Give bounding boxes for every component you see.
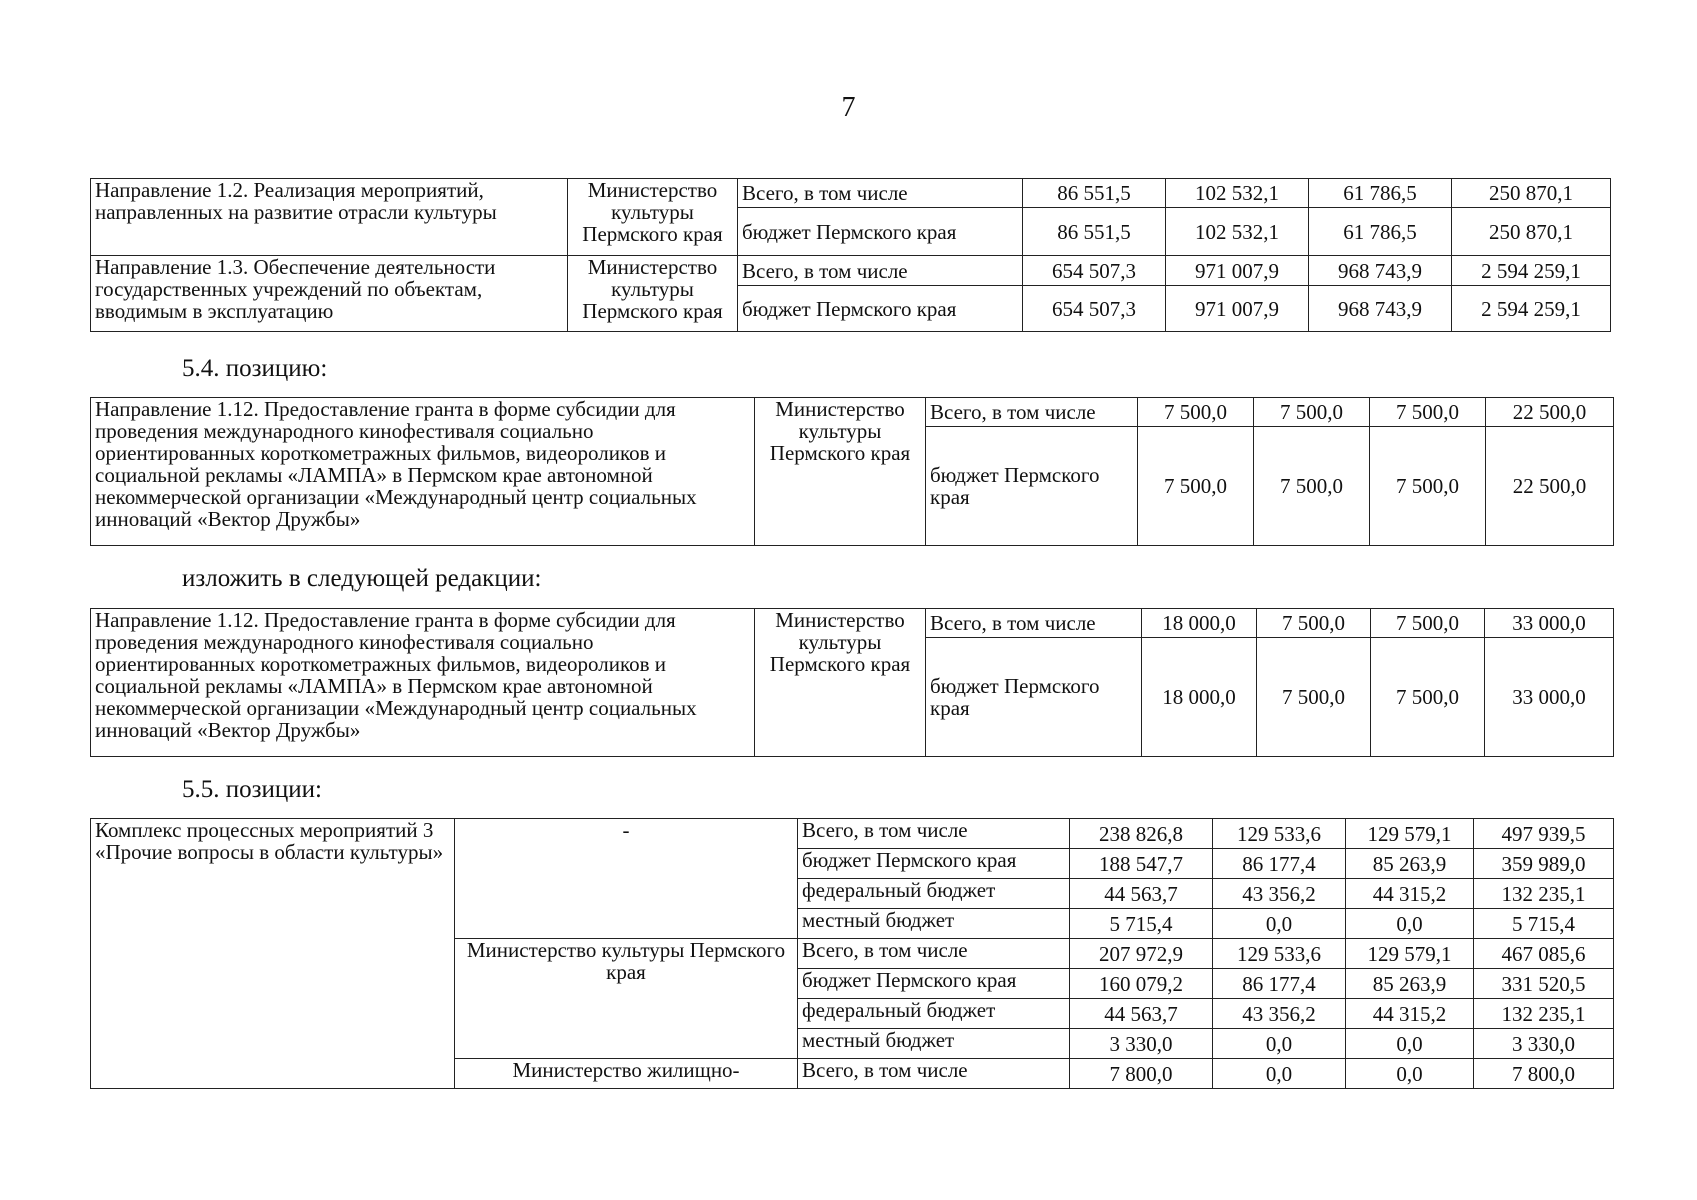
value-year-2: 43 356,2 <box>1213 999 1346 1029</box>
table-direction-1-12-new <box>90 608 1614 757</box>
value-year-2: 0,0 <box>1213 1059 1346 1089</box>
value-year-1: 160 079,2 <box>1070 969 1213 999</box>
value-total: 132 235,1 <box>1474 999 1614 1029</box>
executor: Министерство культуры Пермского края <box>755 609 926 757</box>
value-year-3: 7 500,0 <box>1370 427 1486 546</box>
value-year-3: 44 315,2 <box>1346 879 1474 909</box>
table-row <box>91 609 1614 638</box>
executor: Министерство культуры Пермского края <box>455 939 798 1059</box>
table-row <box>91 819 1614 849</box>
value-total: 33 000,0 <box>1485 609 1614 638</box>
value-year-3: 0,0 <box>1346 909 1474 939</box>
funding-source: местный бюджет <box>798 1029 1070 1059</box>
value-total: 7 800,0 <box>1474 1059 1614 1089</box>
value-total: 22 500,0 <box>1486 398 1614 427</box>
value-year-1: 654 507,3 <box>1023 286 1166 332</box>
value-total: 250 870,1 <box>1452 179 1611 208</box>
value-year-1: 238 826,8 <box>1070 819 1213 849</box>
value-year-2: 43 356,2 <box>1213 879 1346 909</box>
value-year-3: 129 579,1 <box>1346 939 1474 969</box>
executor: Министерство культуры Пермского края <box>568 256 738 332</box>
value-year-1: 654 507,3 <box>1023 256 1166 286</box>
value-total: 359 989,0 <box>1474 849 1614 879</box>
value-year-2: 102 532,1 <box>1166 179 1309 208</box>
value-year-3: 0,0 <box>1346 1059 1474 1089</box>
funding-source: бюджет Пермского края <box>798 849 1070 879</box>
table-direction-1-12-old <box>90 397 1614 546</box>
executor: Министерство культуры Пермского края <box>568 179 738 256</box>
direction-name: Направление 1.3. Обеспечение деятельности государственных учреждений по объектам, вводимым в эксплуатацию <box>91 256 568 332</box>
value-year-3: 85 263,9 <box>1346 849 1474 879</box>
value-year-3: 61 786,5 <box>1309 179 1452 208</box>
value-year-3: 968 743,9 <box>1309 286 1452 332</box>
direction-name: Направление 1.2. Реализация мероприятий, направленных на развитие отрасли культуры <box>91 179 568 256</box>
funding-source: бюджет Пермского края <box>738 208 1023 256</box>
value-year-1: 86 551,5 <box>1023 208 1166 256</box>
table-row <box>91 256 1611 286</box>
table-directions-1-2-1-3 <box>90 178 1611 332</box>
funding-source: местный бюджет <box>798 909 1070 939</box>
value-total: 5 715,4 <box>1474 909 1614 939</box>
value-year-1: 207 972,9 <box>1070 939 1213 969</box>
executor: Министерство культуры Пермского края <box>755 398 926 546</box>
executor: - <box>455 819 798 939</box>
value-year-3: 968 743,9 <box>1309 256 1452 286</box>
funding-source: Всего, в том числе <box>798 1059 1070 1089</box>
value-year-1: 44 563,7 <box>1070 879 1213 909</box>
funding-source: федеральный бюджет <box>798 999 1070 1029</box>
value-year-1: 3 330,0 <box>1070 1029 1213 1059</box>
value-year-2: 86 177,4 <box>1213 969 1346 999</box>
section-heading-edit: изложить в следующей редакции: <box>182 565 542 592</box>
value-year-1: 7 500,0 <box>1138 398 1254 427</box>
value-total: 22 500,0 <box>1486 427 1614 546</box>
funding-source: Всего, в том числе <box>926 398 1138 427</box>
value-year-1: 5 715,4 <box>1070 909 1213 939</box>
value-year-3: 129 579,1 <box>1346 819 1474 849</box>
page-number: 7 <box>841 92 856 123</box>
value-year-3: 0,0 <box>1346 1029 1474 1059</box>
value-year-3: 7 500,0 <box>1371 609 1485 638</box>
value-year-1: 18 000,0 <box>1142 609 1257 638</box>
value-year-2: 102 532,1 <box>1166 208 1309 256</box>
funding-source: бюджет Пермского края <box>798 969 1070 999</box>
value-year-1: 188 547,7 <box>1070 849 1213 879</box>
value-year-3: 7 500,0 <box>1370 398 1486 427</box>
value-year-2: 7 500,0 <box>1257 609 1371 638</box>
value-year-2: 7 500,0 <box>1254 398 1370 427</box>
value-year-2: 7 500,0 <box>1257 638 1371 757</box>
table-row <box>91 398 1614 427</box>
value-year-1: 7 500,0 <box>1138 427 1254 546</box>
value-total: 3 330,0 <box>1474 1029 1614 1059</box>
value-total: 250 870,1 <box>1452 208 1611 256</box>
value-year-2: 0,0 <box>1213 909 1346 939</box>
funding-source: бюджет Пермского края <box>926 638 1142 757</box>
executor: Министерство жилищно- <box>455 1059 798 1089</box>
funding-source: Всего, в том числе <box>798 939 1070 969</box>
value-year-2: 971 007,9 <box>1166 256 1309 286</box>
value-year-1: 18 000,0 <box>1142 638 1257 757</box>
table-row <box>91 179 1611 208</box>
value-total: 2 594 259,1 <box>1452 286 1611 332</box>
value-year-3: 61 786,5 <box>1309 208 1452 256</box>
funding-source: Всего, в том числе <box>926 609 1142 638</box>
table-process-complex-3 <box>90 818 1614 1089</box>
value-year-3: 44 315,2 <box>1346 999 1474 1029</box>
value-total: 467 085,6 <box>1474 939 1614 969</box>
section-heading-5-5: 5.5. позиции: <box>182 776 322 803</box>
value-year-1: 86 551,5 <box>1023 179 1166 208</box>
funding-source: Всего, в том числе <box>738 256 1023 286</box>
value-total: 2 594 259,1 <box>1452 256 1611 286</box>
value-year-1: 44 563,7 <box>1070 999 1213 1029</box>
direction-name: Направление 1.12. Предоставление гранта в форме субсидии для проведения международного кинофестиваля социально ориентированных короткометражных фильмов, видеороликов и социальной рекламы «ЛАМПА» в Пермском крае автономной некоммерческой организации «Международный центр социальных инноваций «Вектор Дружбы» <box>91 398 755 546</box>
value-year-2: 129 533,6 <box>1213 819 1346 849</box>
value-total: 33 000,0 <box>1485 638 1614 757</box>
funding-source: бюджет Пермского края <box>738 286 1023 332</box>
value-total: 132 235,1 <box>1474 879 1614 909</box>
funding-source: федеральный бюджет <box>798 879 1070 909</box>
value-year-2: 971 007,9 <box>1166 286 1309 332</box>
value-year-2: 0,0 <box>1213 1029 1346 1059</box>
value-year-3: 7 500,0 <box>1371 638 1485 757</box>
funding-source: бюджет Пермского края <box>926 427 1138 546</box>
direction-name: Направление 1.12. Предоставление гранта в форме субсидии для проведения международного кинофестиваля социально ориентированных короткометражных фильмов, видеороликов и социальной рекламы «ЛАМПА» в Пермском крае автономной некоммерческой организации «Международный центр социальных инноваций «Вектор Дружбы» <box>91 609 755 757</box>
complex-name: Комплекс процессных мероприятий 3 «Прочие вопросы в области культуры» <box>91 819 455 1089</box>
value-year-2: 86 177,4 <box>1213 849 1346 879</box>
value-year-2: 7 500,0 <box>1254 427 1370 546</box>
value-total: 497 939,5 <box>1474 819 1614 849</box>
funding-source: Всего, в том числе <box>738 179 1023 208</box>
value-total: 331 520,5 <box>1474 969 1614 999</box>
section-heading-5-4: 5.4. позицию: <box>182 355 328 382</box>
value-year-3: 85 263,9 <box>1346 969 1474 999</box>
value-year-2: 129 533,6 <box>1213 939 1346 969</box>
value-year-1: 7 800,0 <box>1070 1059 1213 1089</box>
funding-source: Всего, в том числе <box>798 819 1070 849</box>
